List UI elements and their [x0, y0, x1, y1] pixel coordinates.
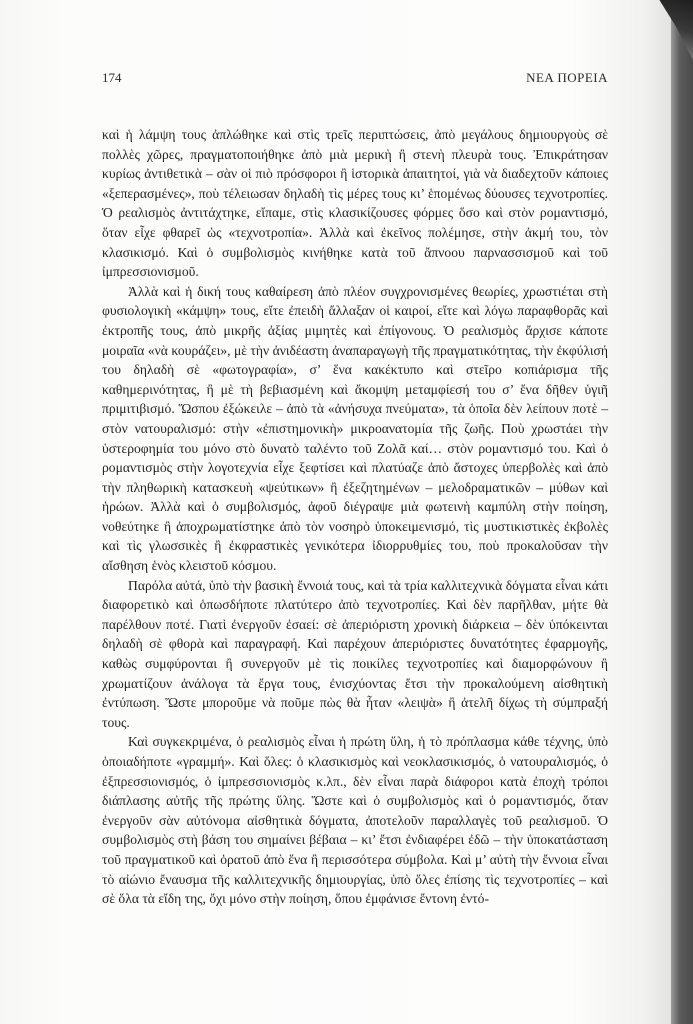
page-number: 174	[102, 70, 122, 85]
paragraph-2: Ἀλλὰ καὶ ἡ δική τους καθαίρεση ἀπὸ πλέον συγχρονισμένες θεωρίες, χρωστιέται στὴ φυσιολογικὴ «κάμψη» τους, εἴτε ἐπειδὴ ἄλλαξαν οἱ καιροί, εἴτε καὶ λόγω παραφθορᾶς καὶ ἐκτροπῆς τους, ἀπὸ μικρῆς ἀξίας μιμητὲς καὶ ἐπίγονους. Ὁ ρεαλισμὸς ἄρχισε κάποτε μοιραῖα «νὰ κουράζει», μὲ τὴν ἀνιδέαστη ἀναπαραγωγὴ τῆς πραγματικότητας, τὴν ἐκφύλισή του δηλαδὴ σὲ «φωτογραφία», σ’ ἕνα κακέκτυπο καὶ στεῖρο κοπιάρισμα τῆς καθημερινότητας, ἢ μὲ τὴ βεβιασμένη καὶ ἄκομψη μεταμφίεσή του σ’ ἕνα δῆθεν ὑγιῆ πριμιτιβισμό. Ὥσπου ἐξώκειλε – ἀπὸ τὰ «ἀνήσυχα πνεύματα», τὰ ὁποῖα δὲν λείπουν ποτὲ – στὸν νατουραλισμό: στὴν «ἐπιστημονικὴ» μικροανατομία τῆς ζωῆς. Ποὺ χρωστάει τὴν ὑστεροφημία του μόνο στὸ δυνατὸ ταλέντο τοῦ Ζολᾶ καί… στὸν ρομαντισμό του. Καὶ ὁ ρομαντισμὸς στὴν λογοτεχνία εἶχε ξεφτίσει καὶ πλατύαζε ἀπὸ ἄστοχες ὑπερβολὲς καὶ ἀπὸ τὴν πληθωρικὴ κατασκευὴ «ψεύτικων» ἢ ἐξεζητημένων – μελοδραματικῶν – μύθων καὶ ἡρώων. Ἀλλὰ καὶ ὁ συμβολισμός, ἀφοῦ διέγραψε μιὰ φωτεινὴ καμπύλη στὴν ποίηση, νοθεύτηκε ἢ ἀποχρωματίστηκε ἀπὸ τὸν νοσηρὸ ὑποκειμενισμό, τὶς μυστικιστικὲς ἐκβολὲς καὶ τὶς γλωσσικὲς ἢ ἐκφραστικὲς γενικότερα ἰδιορρυθμίες του, ποὺ προκαλοῦσαν τὴν αἴσθηση ἑνὸς κλειστοῦ κόσμου.	[102, 283, 608, 574]
journal-title: ΝΕΑ ΠΟΡΕΙΑ	[526, 70, 608, 85]
running-head	[102, 70, 608, 90]
body-text	[102, 125, 608, 909]
paragraph-1: καὶ ἡ λάμψη τους ἀπλώθηκε καὶ στὶς τρεῖς περιπτώσεις, ἀπὸ μεγάλους δημιουργοὺς σὲ πολλὲς χῶρες, πραγματοποιήθηκε ἀπὸ μιὰ μερικὴ ἢ στενὴ πλευρὰ τους. Ἐπικράτησαν κυρίως ἀντιθετικὰ – σὰν οἱ πιὸ πρόσφοροι ἢ ἱστορικὰ ἀπαιτητοί, γιὰ νὰ διαδεχτοῦν κάποιες «ξεπερασμένες», ποὺ τέλειωσαν δηλαδὴ τὶς μέρες τους κι’ ἑπομένως δύουσες τεχνοτροπίες. Ὁ ρεαλισμὸς ἀντιτάχτηκε, εἴπαμε, στὶς κλασικίζουσες φόρμες ὅσο καὶ στὸν ρομαντισμό, ὅταν εἶχε φθαρεῖ ὡς «τεχνοτροπία». Ἀλλὰ καὶ ἐκεῖνος πολέμησε, στὴν ἀκμή του, τὸν κλασικισμό. Καὶ ὁ συμβολισμὸς κινήθηκε κατὰ τοῦ ἄπνοου παρνασσισμοῦ καὶ τοῦ ἰμπρεσσιονισμοῦ.	[102, 127, 608, 280]
book-edge-shadow	[671, 0, 693, 1024]
paragraph-3: Παρόλα αὐτά, ὑπὸ τὴν βασικὴ ἔννοιά τους, καὶ τὰ τρία καλλιτεχνικὰ δόγματα εἶναι κάτι διαφορετικὸ καὶ ὁπωσδήποτε πλατύτερο ἀπὸ τεχνοτροπίες. Καὶ δὲν παρῆλθαν, μήτε θὰ παρέλθουν ποτέ. Γιατὶ ἐνεργοῦν ἐσαεί: σὲ ἀπεριόριστη χρονικὴ διάρκεια – δὲν ὑπόκεινται δηλαδὴ σὲ φθορὰ καὶ παραγραφή. Καὶ παρέχουν ἀπεριόριστες δυνατότητες ἐφαρμογῆς, καθὼς συμφύρονται ἢ συνεργοῦν μὲ τὶς ποικίλες τεχνοτροπίες καὶ διαμορφώνουν ἢ χρωματίζουν ἀνάλογα τὰ ἔργα τους, ἐνισχύοντας ἔτσι τὴν προκαλούμενη αἰσθητικὴ ἐντύπωση. Ὥστε μποροῦμε νὰ ποῦμε πὼς θὰ ἦταν «λειψὰ» ἢ ἀτελῆ δίχως τὴ σύμπραξή τους.	[102, 577, 608, 730]
paragraph-4: Καὶ συγκεκριμένα, ὁ ρεαλισμὸς εἶναι ἡ πρώτη ὕλη, ἡ τὸ πρόπλασμα κάθε τέχνης, ὑπὸ ὁποιαδήποτε «γραμμή». Καὶ ὅλες: ὁ κλασικισμὸς καὶ νεοκλασικισμός, ὁ νατουραλισμός, ὁ ἐξπρεσσιονισμός, ὁ ἰμπρεσσιονισμὸς κ.λπ., δὲν εἶναι παρὰ διάφοροι κατὰ ἐποχὴ τρόποι διάπλασης αὐτῆς τῆς πρώτης ὕλης. Ὥστε καὶ ὁ συμβολισμὸς καὶ ὁ ρομαντισμός, ὅταν ἐνεργοῦν σὰν αὐτόνομα αἰσθητικὰ δόγματα, ἀποτελοῦν παραλλαγὲς τοῦ ρεαλισμοῦ. Ὁ συμβολισμὸς στὴ βάση του σημαίνει βέβαια – κι’ ἔτσι ἐνδιαφέρει ἐδῶ – τὴν ὑποκατάσταση τοῦ πραγματικοῦ καὶ ὁρατοῦ ἀπὸ ἕνα ἢ περισσότερα σύμβολα. Καὶ μ’ αὐτὴ τὴν ἔννοια εἶναι τὸ αἰώνιο ἔναυσμα τῆς καλλιτεχνικῆς δημιουργίας, ὑπὸ ὅλες ἐπίσης τὶς τεχνοτροπίες – καὶ σὲ ὅλα τὰ εἴδη της, ὄχι μόνο στὴν ποίηση, ὅπου ἐμφάνισε ἔντονη ἐντό-	[102, 734, 608, 907]
